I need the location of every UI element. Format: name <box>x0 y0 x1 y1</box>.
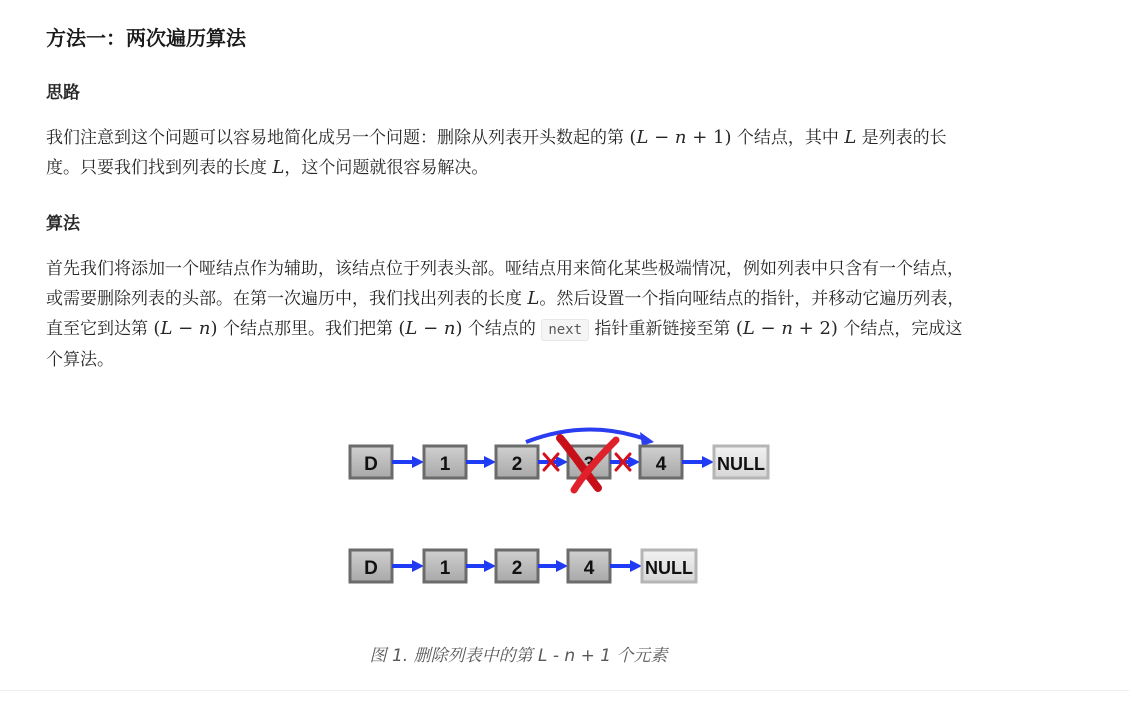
svg-text:4: 4 <box>583 558 595 579</box>
top-row <box>350 429 768 490</box>
skip-arrow <box>526 429 648 442</box>
inline-code-next: next <box>541 319 589 341</box>
svg-text:D: D <box>364 454 378 475</box>
bottom-row <box>350 550 696 582</box>
arrow <box>466 456 496 468</box>
idea-heading: 思路 <box>46 83 80 103</box>
arrow <box>392 560 424 572</box>
math-expr-l-minus-n-plus-2: (L − n + 2) <box>735 318 838 339</box>
math-var-l: L <box>272 157 285 178</box>
math-var-l: L <box>844 127 857 148</box>
svg-text:2: 2 <box>511 558 523 579</box>
node-4 <box>568 550 610 582</box>
idea-paragraph: 我们注意到这个问题可以容易地简化成另一个问题：删除从列表开头数起的第 (L − n + 1) 个结点，其中 L 是列表的长 度。只要我们找到列表的长度 L，这个问题就很容易解决。 <box>46 127 947 178</box>
arrow <box>682 456 714 468</box>
node-1 <box>424 446 466 478</box>
node-null <box>642 550 696 582</box>
node-d <box>350 550 392 582</box>
svg-text:1: 1 <box>439 454 451 475</box>
svg-text:1: 1 <box>439 558 451 579</box>
svg-text:NULL: NULL <box>645 558 693 578</box>
figure-caption: 图 1. 删除列表中的第 L - n + 1 个元素 <box>369 646 668 666</box>
node-null <box>714 446 768 478</box>
math-var-l: L <box>527 288 540 309</box>
node-1 <box>424 550 466 582</box>
svg-text:3: 3 <box>583 454 595 475</box>
algorithm-heading: 算法 <box>46 214 80 234</box>
node-2 <box>496 550 538 582</box>
svg-text:4: 4 <box>655 454 667 475</box>
section-title: 方法一：两次遍历算法 <box>46 26 246 50</box>
svg-text:NULL: NULL <box>717 454 765 474</box>
node-2 <box>496 446 538 478</box>
algorithm-paragraph: 首先我们将添加一个哑结点作为辅助，该结点位于列表头部。哑结点用来简化某些极端情况，例如列表中只含有一个结点， 或需要删除列表的头部。在第一次遍历中，我们找出列表的长度 L。然后设置一个指向哑结点的指针，并移动它遍历列表， 直至它到达第 (L − n) 个结点那里。我们把第 (L − n) 个结点的 next 指针重新链接至第 (L − n + 2) 个结点，完成这 个算法。 <box>46 259 965 370</box>
divider <box>0 690 1129 691</box>
node-4 <box>640 446 682 478</box>
math-expr-l-minus-n: (L − n) <box>153 318 218 339</box>
skip-arrow-head <box>640 432 654 446</box>
math-expr-l-minus-n: (L − n) <box>398 318 463 339</box>
arrow <box>466 560 496 572</box>
arrow <box>538 560 568 572</box>
arrow <box>392 456 424 468</box>
node-d <box>350 446 392 478</box>
math-expr-l-minus-n-plus-1: (L − n + 1) <box>629 127 732 148</box>
svg-text:D: D <box>364 558 378 579</box>
linked-list-figure <box>348 418 778 608</box>
arrow <box>610 560 642 572</box>
linked-list-diagram <box>348 418 778 608</box>
svg-text:2: 2 <box>511 454 523 475</box>
